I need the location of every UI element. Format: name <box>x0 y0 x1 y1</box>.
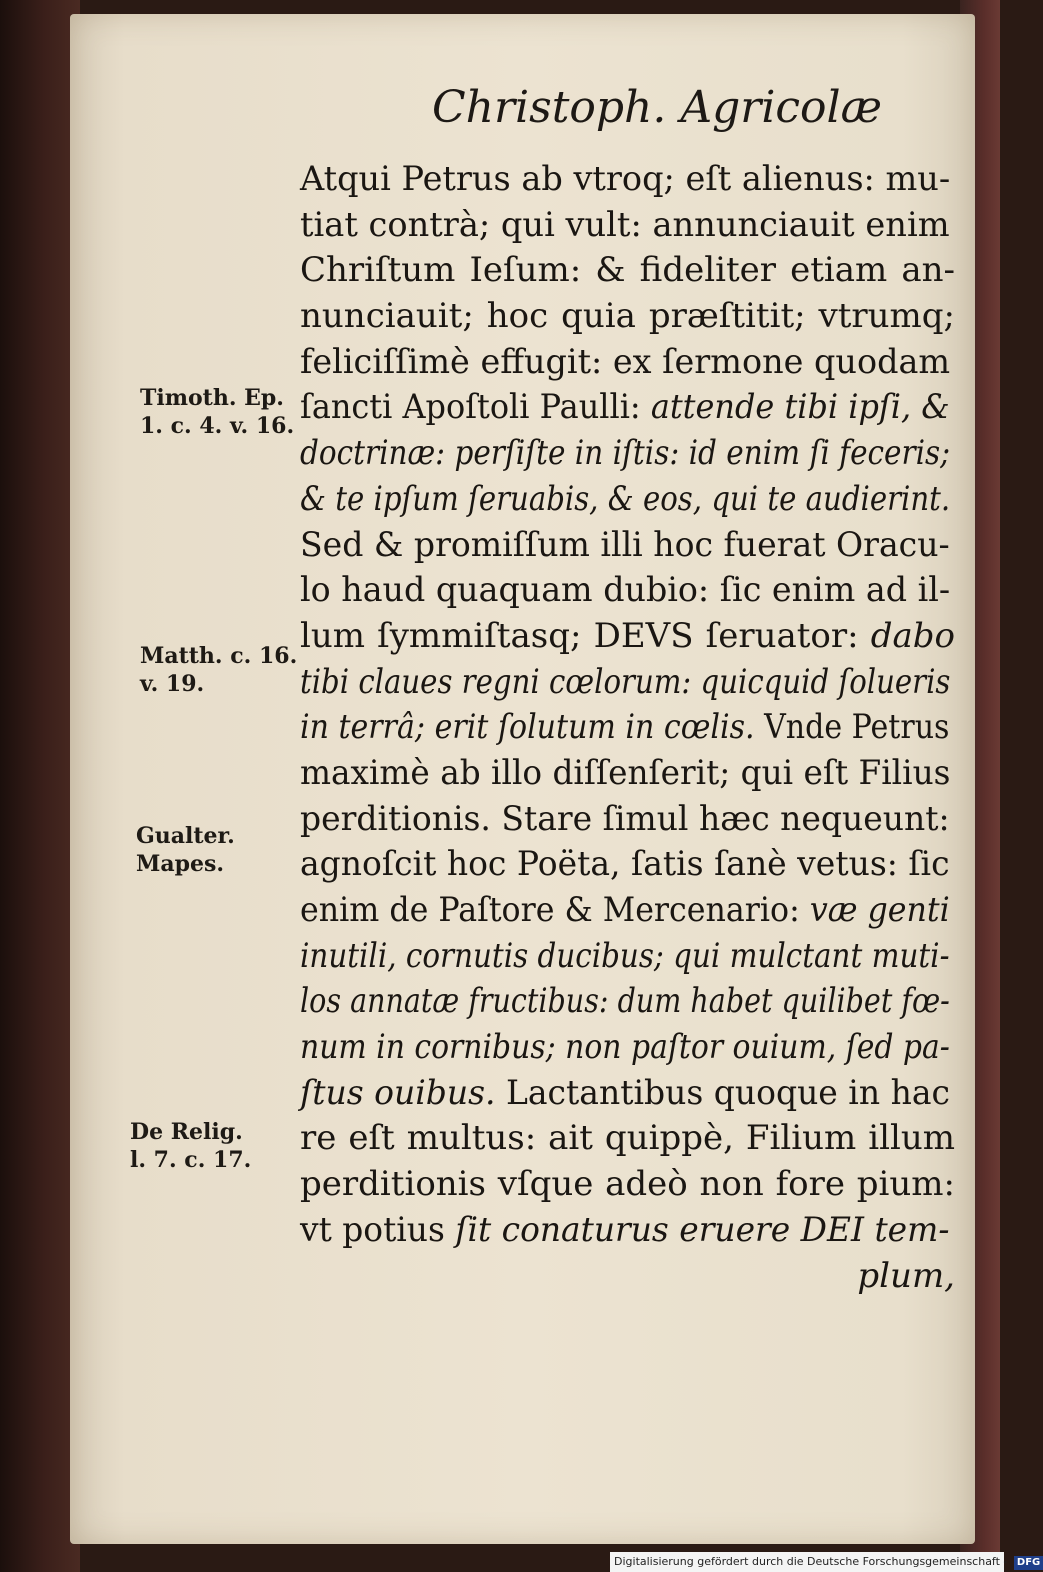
margin-note-line: Mapes. <box>136 851 225 877</box>
text-line <box>300 1254 955 1300</box>
roman-segment: maximè ab illo diſſenſerit; qui eſt Filius <box>300 752 951 793</box>
italic-segment: & te ipſum ſeruabis, & eos, qui te audierint. <box>300 478 951 519</box>
italic-segment: væ genti <box>809 890 950 930</box>
digitization-credit <box>610 1552 1041 1572</box>
text-line <box>300 842 950 888</box>
italic-segment: doctrinæ: perſiſte in iſtis: id enim ſi feceris; <box>300 433 951 474</box>
italic-segment: los annatæ fructibus: dum habet quilibet fœ- <box>300 981 950 1022</box>
text-line <box>300 431 950 477</box>
text-line <box>300 979 950 1025</box>
roman-segment: tiat contrà; qui vult: annunciauit enim <box>300 204 950 245</box>
roman-segment: Vnde Petrus <box>754 707 950 748</box>
text-line <box>300 340 950 386</box>
text-line <box>300 705 950 751</box>
roman-segment: ſancti Apoſtoli Paulli: <box>300 387 651 428</box>
running-title: Christoph. Agricolæ <box>432 82 882 133</box>
text-line <box>300 888 950 934</box>
text-line <box>300 797 950 843</box>
roman-segment: Atqui Petrus ab vtroq; eſt alienus: mu- <box>300 159 951 199</box>
margin-note-line: l. 7. c. 17. <box>130 1147 252 1173</box>
italic-segment: num in cornibus; non paſtor ouium, ſed pa- <box>300 1027 950 1068</box>
book-binding-left <box>0 0 80 1572</box>
italic-segment: attende tibi ipſi, & <box>650 387 950 428</box>
text-line <box>300 1208 950 1254</box>
text-line <box>300 523 950 569</box>
roman-segment: nunciauit; hoc quia præſtitit; vtrumq; <box>300 296 955 337</box>
roman-segment: perditionis vſque adeò non fore pium: <box>300 1164 955 1205</box>
text-line <box>300 1071 950 1117</box>
margin-note-timoth <box>140 384 294 440</box>
text-line <box>300 248 955 294</box>
text-line <box>300 568 950 614</box>
text-line <box>300 1025 950 1071</box>
italic-segment: tibi claues regni cœlorum: quicquid ſolueris <box>300 661 951 702</box>
margin-note-line: v. 19. <box>140 671 205 697</box>
roman-segment: lo haud quaquam dubio: ſic enim ad il- <box>300 570 951 611</box>
margin-note-line: Matth. c. 16. <box>140 643 298 669</box>
text-line <box>300 614 955 660</box>
roman-segment: feliciſſimè effugit: ex ſermone quodam <box>300 341 951 382</box>
margin-note-derelig <box>130 1118 251 1174</box>
body-text <box>300 157 955 1299</box>
roman-segment: vt potius <box>300 1209 456 1250</box>
text-line <box>300 385 950 431</box>
italic-segment: dabo <box>870 615 955 656</box>
dfg-logo: DFG <box>1014 1556 1043 1570</box>
text-line <box>300 477 950 523</box>
roman-segment: agnoſcit hoc Poëta, ſatis ſanè vetus: ſic <box>300 844 950 885</box>
margin-note-matth <box>140 642 297 698</box>
margin-note-line: De Relig. <box>130 1119 243 1145</box>
italic-segment: plum, <box>857 1255 955 1296</box>
margin-note-line: Timoth. Ep. <box>140 385 284 411</box>
text-line <box>300 203 950 249</box>
italic-segment: inutili, cornutis ducibus; qui mulctant muti- <box>300 935 950 976</box>
text-line <box>300 157 950 203</box>
italic-segment: ſit conaturus eruere DEI tem- <box>455 1209 950 1250</box>
text-line <box>300 751 950 797</box>
text-line <box>300 934 950 980</box>
text-line <box>300 1116 955 1162</box>
text-line <box>300 1162 955 1208</box>
margin-note-gualter <box>136 822 235 878</box>
italic-segment: ſtus ouibus. <box>300 1072 496 1113</box>
roman-segment: enim de Paſtore & Mercenario: <box>300 890 810 930</box>
italic-segment: in terrâ; erit ſolutum in cœlis. <box>300 707 755 748</box>
roman-segment: Chriſtum Ieſum: & fideliter etiam an- <box>300 250 955 291</box>
roman-segment: re eſt multus: ait quippè, Filium illum <box>300 1118 955 1159</box>
credit-text: Digitalisierung gefördert durch die Deutsche Forschungsgemeinschaft - <box>614 1555 1008 1568</box>
margin-note-line: Gualter. <box>136 823 235 849</box>
text-line <box>300 660 950 706</box>
roman-segment: perditionis. Stare ſimul hæc nequeunt: <box>300 798 950 839</box>
roman-segment: Lactantibus quoque in hac <box>495 1072 950 1113</box>
text-line <box>300 294 955 340</box>
roman-segment: lum ſymmiſtasq; DEVS ſeruator: <box>300 615 871 656</box>
roman-segment: Sed & promiſſum illi hoc fuerat Oracu- <box>300 524 950 565</box>
margin-note-line: 1. c. 4. v. 16. <box>140 413 295 439</box>
